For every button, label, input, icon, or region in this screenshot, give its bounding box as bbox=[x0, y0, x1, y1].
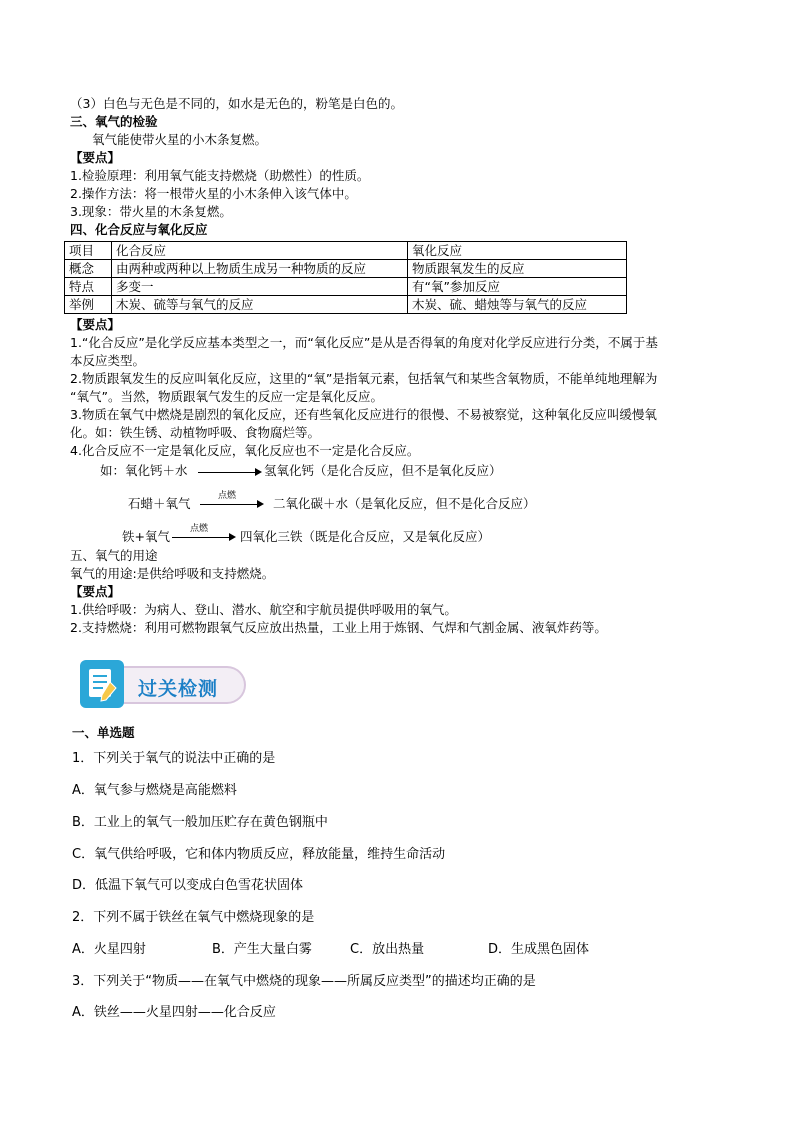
notepad-pencil-icon bbox=[80, 660, 124, 708]
reaction-arrow bbox=[198, 472, 260, 473]
text-line: 3.现象：带火星的木条复燃。 bbox=[70, 204, 232, 219]
text-line: （3）白色与无色是不同的，如水是无色的，粉笔是白色的。 bbox=[70, 96, 403, 111]
text-line: 1.“化合反应”是化学反应基本类型之一，而“氧化反应”是从是否得氧的角度对化学反应进行分类，不属于基 bbox=[70, 335, 658, 350]
text-line: 化。如：铁生锈、动植物呼吸、食物腐烂等。 bbox=[70, 425, 321, 440]
section-heading: 四、化合反应与氧化反应 bbox=[70, 222, 208, 237]
reaction-arrow bbox=[200, 504, 262, 505]
equation-reactants: 如：氧化钙＋水 bbox=[100, 463, 188, 478]
section-heading: 三、氧气的检验 bbox=[70, 114, 158, 129]
table-cell: 概念 bbox=[65, 260, 112, 278]
table-row bbox=[65, 242, 627, 260]
section-heading: 五、氧气的用途 bbox=[70, 548, 158, 563]
table-cell: 物质跟氧发生的反应 bbox=[408, 260, 627, 278]
table-cell: 木炭、硫、蜡烛等与氧气的反应 bbox=[408, 296, 627, 314]
answer-option: D．生成黑色固体 bbox=[488, 942, 590, 957]
table-row bbox=[65, 296, 627, 314]
table-cell: 项目 bbox=[65, 242, 112, 260]
quiz-section-heading: 一、单选题 bbox=[72, 725, 135, 740]
equation-reactants: 石蜡＋氧气 bbox=[128, 496, 191, 511]
text-line: 氧气的用途:是供给呼吸和支持燃烧。 bbox=[70, 566, 275, 581]
answer-option: B．工业上的氧气一般加压贮存在黄色钢瓶中 bbox=[72, 815, 328, 830]
key-points-label: 【要点】 bbox=[70, 150, 121, 165]
text-line: 1.检验原理：利用氧气能支持燃烧（助燃性）的性质。 bbox=[70, 168, 370, 183]
text-line: 2.操作方法：将一根带火星的小木条伸入该气体中。 bbox=[70, 186, 357, 201]
equation-products: 氢氧化钙（是化合反应，但不是氧化反应） bbox=[264, 463, 502, 478]
answer-option: B．产生大量白雾 bbox=[212, 942, 312, 957]
answer-option: C．氧气供给呼吸，它和体内物质反应，释放能量，维持生命活动 bbox=[72, 847, 446, 862]
text-line: 2.支持燃烧：利用可燃物跟氧气反应放出热量，工业上用于炼钢、气焊和气割金属、液氧炸药等。 bbox=[70, 620, 607, 635]
table-cell: 木炭、硫等与氧气的反应 bbox=[112, 296, 408, 314]
answer-option: A．铁丝——火星四射——化合反应 bbox=[72, 1005, 276, 1020]
answer-option: A．火星四射 bbox=[72, 942, 146, 957]
table-cell: 由两种或两种以上物质生成另一种物质的反应 bbox=[112, 260, 408, 278]
key-points-label: 【要点】 bbox=[70, 584, 121, 599]
key-points-label: 【要点】 bbox=[70, 317, 121, 332]
question: 2．下列不属于铁丝在氧气中燃烧现象的是 bbox=[72, 910, 315, 925]
banner-title: 过关检测 bbox=[138, 678, 219, 700]
text-line: 1.供给呼吸：为病人、登山、潜水、航空和宇航员提供呼吸用的氧气。 bbox=[70, 602, 457, 617]
comparison-table bbox=[64, 241, 627, 314]
equation-products: 二氧化碳＋水（是氧化反应，但不是化合反应） bbox=[273, 496, 536, 511]
table-cell: 化合反应 bbox=[112, 242, 408, 260]
text-line: 3.物质在氧气中燃烧是剧烈的氧化反应，还有些氧化反应进行的很慢、不易被察觉，这种氧化反应叫缓慢氧 bbox=[70, 407, 657, 422]
reaction-arrow bbox=[172, 537, 234, 538]
text-line: 本反应类型。 bbox=[70, 353, 146, 368]
question: 3．下列关于“物质——在氧气中燃烧的现象——所属反应类型”的描述均正确的是 bbox=[72, 974, 536, 989]
table-row bbox=[65, 260, 627, 278]
table-cell: 有“氧”参加反应 bbox=[408, 278, 627, 296]
text-line: 2.物质跟氧发生的反应叫氧化反应，这里的“氧”是指氧元素，包括氧气和某些含氧物质，不能单纯地理解为 bbox=[70, 371, 658, 386]
answer-option: C．放出热量 bbox=[350, 942, 425, 957]
equation-products: 四氧化三铁（既是化合反应，又是氧化反应） bbox=[240, 529, 491, 544]
table-cell: 氧化反应 bbox=[408, 242, 627, 260]
reaction-condition: 点燃 bbox=[218, 491, 237, 501]
table-row bbox=[65, 278, 627, 296]
table-cell: 举例 bbox=[65, 296, 112, 314]
reaction-condition: 点燃 bbox=[190, 524, 209, 534]
equation-reactants: 铁+氧气 bbox=[122, 529, 170, 544]
question: 1．下列关于氧气的说法中正确的是 bbox=[72, 751, 276, 766]
section-banner bbox=[74, 656, 244, 714]
text-line: 氧气能使带火星的小木条复燃。 bbox=[92, 132, 268, 147]
text-line: “氧气”。当然，物质跟氧气发生的反应一定是氧化反应。 bbox=[70, 389, 383, 404]
table-cell: 特点 bbox=[65, 278, 112, 296]
answer-option: D．低温下氧气可以变成白色雪花状固体 bbox=[72, 878, 304, 893]
answer-option: A．氧气参与燃烧是高能燃料 bbox=[72, 783, 237, 798]
text-line: 4.化合反应不一定是氧化反应，氧化反应也不一定是化合反应。 bbox=[70, 443, 420, 458]
table-cell: 多变一 bbox=[112, 278, 408, 296]
